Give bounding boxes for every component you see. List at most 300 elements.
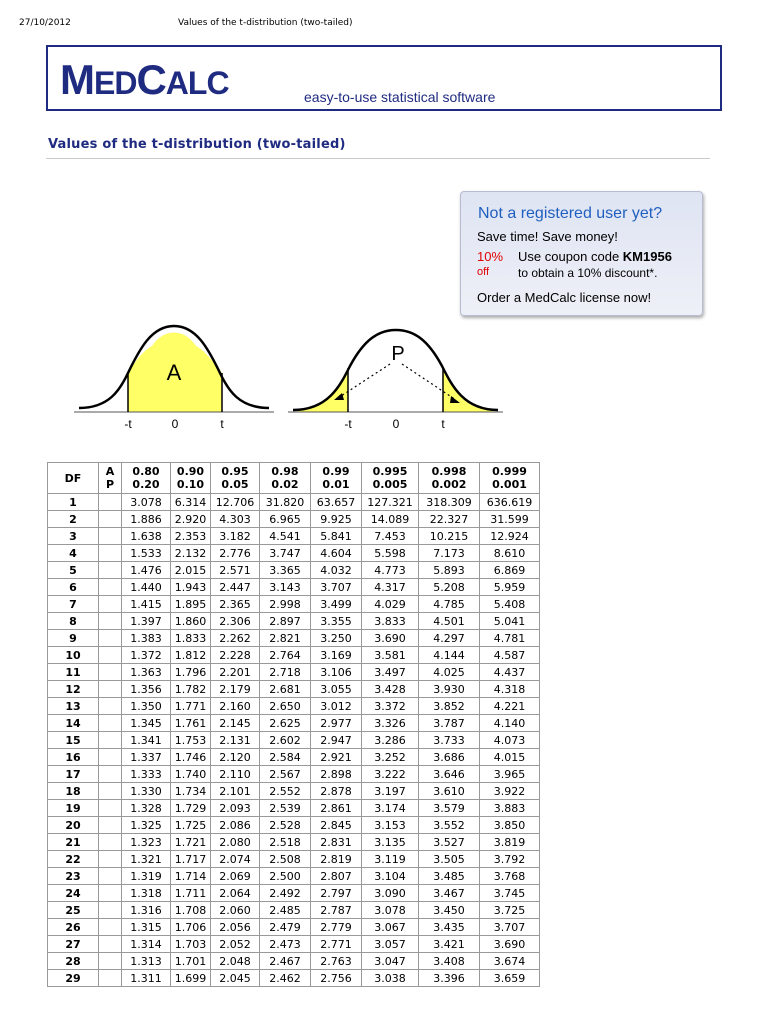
value-cell: 2.571	[211, 562, 260, 579]
value-cell: 3.674	[480, 953, 540, 970]
value-cell: 3.659	[480, 970, 540, 987]
value-cell: 2.015	[171, 562, 211, 579]
promo-box[interactable]	[460, 191, 703, 316]
value-cell: 1.943	[171, 579, 211, 596]
value-cell: 3.833	[362, 613, 419, 630]
ap-cell	[99, 817, 122, 834]
value-cell: 3.055	[311, 681, 362, 698]
value-cell: 1.711	[171, 885, 211, 902]
value-cell: 1.383	[122, 630, 171, 647]
value-cell: 2.567	[260, 766, 311, 783]
ap-cell	[99, 545, 122, 562]
value-cell: 3.408	[419, 953, 480, 970]
value-cell: 5.893	[419, 562, 480, 579]
value-cell: 2.776	[211, 545, 260, 562]
table-row	[48, 732, 540, 749]
table-row	[48, 562, 540, 579]
col-a: 0.98	[271, 465, 299, 478]
value-cell: 1.699	[171, 970, 211, 987]
ap-cell	[99, 732, 122, 749]
value-cell: 3.527	[419, 834, 480, 851]
df-cell: 9	[48, 630, 99, 647]
table-row	[48, 766, 540, 783]
value-cell: 3.428	[362, 681, 419, 698]
divider	[46, 158, 710, 159]
value-cell: 2.508	[260, 851, 311, 868]
value-cell: 2.518	[260, 834, 311, 851]
value-cell: 2.998	[260, 596, 311, 613]
df-cell: 8	[48, 613, 99, 630]
value-cell: 3.421	[419, 936, 480, 953]
value-cell: 1.319	[122, 868, 171, 885]
table-row	[48, 970, 540, 987]
value-cell: 1.714	[171, 868, 211, 885]
value-cell: 1.397	[122, 613, 171, 630]
value-cell: 3.852	[419, 698, 480, 715]
value-cell: 4.587	[480, 647, 540, 664]
ap-cell	[99, 511, 122, 528]
value-cell: 1.356	[122, 681, 171, 698]
ap-cell	[99, 528, 122, 545]
header-col	[122, 463, 171, 494]
table-row	[48, 613, 540, 630]
value-cell: 2.048	[211, 953, 260, 970]
value-cell: 2.131	[211, 732, 260, 749]
table-row	[48, 698, 540, 715]
col-a: 0.80	[132, 465, 160, 478]
value-cell: 3.143	[260, 579, 311, 596]
df-cell: 19	[48, 800, 99, 817]
value-cell: 3.057	[362, 936, 419, 953]
value-cell: 3.581	[362, 647, 419, 664]
value-cell: 3.747	[260, 545, 311, 562]
df-cell: 25	[48, 902, 99, 919]
value-cell: 2.060	[211, 902, 260, 919]
medcalc-logo[interactable]	[60, 55, 229, 108]
central-area-diagram	[74, 318, 274, 433]
value-cell: 5.208	[419, 579, 480, 596]
value-cell: 31.599	[480, 511, 540, 528]
table-header-row	[48, 463, 540, 494]
ap-cell	[99, 664, 122, 681]
value-cell: 3.552	[419, 817, 480, 834]
value-cell: 1.895	[171, 596, 211, 613]
value-cell: 3.169	[311, 647, 362, 664]
ap-cell	[99, 936, 122, 953]
col-p: 0.10	[176, 478, 205, 491]
col-a: 0.99	[322, 465, 350, 478]
value-cell: 3.792	[480, 851, 540, 868]
value-cell: 2.045	[211, 970, 260, 987]
value-cell: 3.135	[362, 834, 419, 851]
promo-order-link[interactable]: Order a MedCalc license now!	[477, 290, 652, 305]
value-cell: 2.779	[311, 919, 362, 936]
value-cell: 3.745	[480, 885, 540, 902]
value-cell: 2.898	[311, 766, 362, 783]
value-cell: 3.497	[362, 664, 419, 681]
header-col	[362, 463, 419, 494]
df-cell: 22	[48, 851, 99, 868]
value-cell: 4.541	[260, 528, 311, 545]
value-cell: 2.625	[260, 715, 311, 732]
value-cell: 1.350	[122, 698, 171, 715]
logo-part: M	[60, 56, 94, 103]
col-p: 0.001	[492, 478, 527, 491]
value-cell: 1.313	[122, 953, 171, 970]
col-p: 0.05	[221, 478, 249, 491]
header-a: A	[105, 465, 115, 478]
value-cell: 1.316	[122, 902, 171, 919]
value-cell: 1.796	[171, 664, 211, 681]
promo-coupon	[518, 249, 672, 264]
df-cell: 28	[48, 953, 99, 970]
value-cell: 5.408	[480, 596, 540, 613]
value-cell: 2.807	[311, 868, 362, 885]
value-cell: 2.086	[211, 817, 260, 834]
value-cell: 2.120	[211, 749, 260, 766]
col-a: 0.999	[492, 465, 527, 478]
value-cell: 3.690	[480, 936, 540, 953]
area-label: A	[166, 360, 182, 385]
value-cell: 1.328	[122, 800, 171, 817]
value-cell: 2.052	[211, 936, 260, 953]
table-row	[48, 953, 540, 970]
header-p: P	[105, 478, 115, 491]
value-cell: 2.921	[311, 749, 362, 766]
value-cell: 2.101	[211, 783, 260, 800]
value-cell: 3.222	[362, 766, 419, 783]
table-row	[48, 579, 540, 596]
value-cell: 2.093	[211, 800, 260, 817]
table-row	[48, 783, 540, 800]
value-cell: 2.763	[311, 953, 362, 970]
header-col	[260, 463, 311, 494]
value-cell: 3.047	[362, 953, 419, 970]
value-cell: 4.297	[419, 630, 480, 647]
value-cell: 2.602	[260, 732, 311, 749]
value-cell: 3.499	[311, 596, 362, 613]
print-title: Values of the t-distribution (two-tailed)	[178, 18, 353, 28]
value-cell: 3.646	[419, 766, 480, 783]
tick-label: t	[220, 417, 224, 431]
header-col	[211, 463, 260, 494]
value-cell: 1.321	[122, 851, 171, 868]
ap-cell	[99, 919, 122, 936]
value-cell: 2.306	[211, 613, 260, 630]
ap-cell	[99, 494, 122, 511]
value-cell: 4.140	[480, 715, 540, 732]
value-cell: 2.228	[211, 647, 260, 664]
value-cell: 4.604	[311, 545, 362, 562]
value-cell: 4.025	[419, 664, 480, 681]
value-cell: 6.314	[171, 494, 211, 511]
value-cell: 12.706	[211, 494, 260, 511]
value-cell: 2.650	[260, 698, 311, 715]
value-cell: 4.773	[362, 562, 419, 579]
ap-cell	[99, 766, 122, 783]
col-p: 0.02	[271, 478, 299, 491]
col-a: 0.998	[431, 465, 467, 478]
value-cell: 1.812	[171, 647, 211, 664]
value-cell: 2.467	[260, 953, 311, 970]
value-cell: 3.078	[122, 494, 171, 511]
df-cell: 10	[48, 647, 99, 664]
value-cell: 3.690	[362, 630, 419, 647]
coupon-code: KM1956	[622, 249, 672, 264]
ap-cell	[99, 715, 122, 732]
print-header	[0, 14, 768, 30]
value-cell: 3.725	[480, 902, 540, 919]
value-cell: 5.041	[480, 613, 540, 630]
df-cell: 13	[48, 698, 99, 715]
value-cell: 2.064	[211, 885, 260, 902]
value-cell: 2.681	[260, 681, 311, 698]
value-cell: 2.797	[311, 885, 362, 902]
value-cell: 3.252	[362, 749, 419, 766]
header-ap	[99, 463, 122, 494]
value-cell: 2.160	[211, 698, 260, 715]
df-cell: 21	[48, 834, 99, 851]
value-cell: 1.753	[171, 732, 211, 749]
density-curve	[293, 330, 498, 410]
df-cell: 18	[48, 783, 99, 800]
value-cell: 2.764	[260, 647, 311, 664]
table-row	[48, 885, 540, 902]
value-cell: 3.197	[362, 783, 419, 800]
df-cell: 5	[48, 562, 99, 579]
promo-heading[interactable]: Not a registered user yet?	[478, 205, 663, 222]
value-cell: 4.785	[419, 596, 480, 613]
promo-line: Save time! Save money!	[477, 229, 618, 244]
left-tail-area	[298, 368, 348, 412]
value-cell: 5.598	[362, 545, 419, 562]
value-cell: 3.485	[419, 868, 480, 885]
value-cell: 1.345	[122, 715, 171, 732]
table-row	[48, 715, 540, 732]
value-cell: 3.965	[480, 766, 540, 783]
value-cell: 1.833	[171, 630, 211, 647]
tick-label: 0	[392, 417, 400, 431]
table-row	[48, 528, 540, 545]
value-cell: 2.920	[171, 511, 211, 528]
value-cell: 2.552	[260, 783, 311, 800]
value-cell: 1.318	[122, 885, 171, 902]
df-cell: 15	[48, 732, 99, 749]
value-cell: 2.201	[211, 664, 260, 681]
df-cell: 7	[48, 596, 99, 613]
value-cell: 6.869	[480, 562, 540, 579]
value-cell: 31.820	[260, 494, 311, 511]
value-cell: 8.610	[480, 545, 540, 562]
value-cell: 1.703	[171, 936, 211, 953]
value-cell: 1.638	[122, 528, 171, 545]
value-cell: 4.781	[480, 630, 540, 647]
value-cell: 3.365	[260, 562, 311, 579]
value-cell: 4.015	[480, 749, 540, 766]
value-cell: 3.396	[419, 970, 480, 987]
ap-cell	[99, 749, 122, 766]
col-p: 0.005	[372, 478, 408, 491]
value-cell: 2.718	[260, 664, 311, 681]
value-cell: 2.492	[260, 885, 311, 902]
t-distribution-table	[47, 462, 540, 987]
value-cell: 3.355	[311, 613, 362, 630]
ap-cell	[99, 953, 122, 970]
value-cell: 1.729	[171, 800, 211, 817]
value-cell: 3.922	[480, 783, 540, 800]
value-cell: 1.708	[171, 902, 211, 919]
value-cell: 3.787	[419, 715, 480, 732]
value-cell: 2.821	[260, 630, 311, 647]
df-cell: 3	[48, 528, 99, 545]
df-cell: 2	[48, 511, 99, 528]
value-cell: 2.845	[311, 817, 362, 834]
value-cell: 127.321	[362, 494, 419, 511]
value-cell: 3.174	[362, 800, 419, 817]
value-cell: 2.145	[211, 715, 260, 732]
value-cell: 7.453	[362, 528, 419, 545]
value-cell: 1.761	[171, 715, 211, 732]
table-row	[48, 800, 540, 817]
table-row	[48, 494, 540, 511]
tick-label: -t	[344, 417, 352, 431]
value-cell: 3.733	[419, 732, 480, 749]
value-cell: 2.462	[260, 970, 311, 987]
value-cell: 1.721	[171, 834, 211, 851]
col-a: 0.995	[372, 465, 408, 478]
table-row	[48, 868, 540, 885]
table-row	[48, 834, 540, 851]
value-cell: 1.323	[122, 834, 171, 851]
value-cell: 14.089	[362, 511, 419, 528]
value-cell: 3.326	[362, 715, 419, 732]
value-cell: 3.182	[211, 528, 260, 545]
df-cell: 6	[48, 579, 99, 596]
df-cell: 20	[48, 817, 99, 834]
header-col	[311, 463, 362, 494]
value-cell: 5.841	[311, 528, 362, 545]
value-cell: 2.819	[311, 851, 362, 868]
value-cell: 1.734	[171, 783, 211, 800]
table-row	[48, 936, 540, 953]
value-cell: 1.325	[122, 817, 171, 834]
value-cell: 2.447	[211, 579, 260, 596]
value-cell: 3.435	[419, 919, 480, 936]
value-cell: 1.415	[122, 596, 171, 613]
logo-part: ED	[94, 65, 137, 101]
ap-cell	[99, 613, 122, 630]
value-cell: 4.501	[419, 613, 480, 630]
value-cell: 2.947	[311, 732, 362, 749]
value-cell: 3.372	[362, 698, 419, 715]
table-row	[48, 647, 540, 664]
value-cell: 1.771	[171, 698, 211, 715]
ap-cell	[99, 902, 122, 919]
value-cell: 9.925	[311, 511, 362, 528]
value-cell: 2.069	[211, 868, 260, 885]
value-cell: 3.106	[311, 664, 362, 681]
value-cell: 4.317	[362, 579, 419, 596]
df-cell: 24	[48, 885, 99, 902]
col-p: 0.002	[431, 478, 467, 491]
value-cell: 1.740	[171, 766, 211, 783]
tick-label: t	[441, 417, 445, 431]
header-col	[480, 463, 540, 494]
value-cell: 4.073	[480, 732, 540, 749]
value-cell: 2.074	[211, 851, 260, 868]
value-cell: 3.850	[480, 817, 540, 834]
value-cell: 2.528	[260, 817, 311, 834]
value-cell: 1.337	[122, 749, 171, 766]
promo-line: to obtain a 10% discount*.	[518, 266, 658, 280]
table-row	[48, 919, 540, 936]
value-cell: 1.476	[122, 562, 171, 579]
ap-cell	[99, 851, 122, 868]
ap-cell	[99, 970, 122, 987]
table-body	[48, 494, 540, 987]
value-cell: 5.959	[480, 579, 540, 596]
value-cell: 4.303	[211, 511, 260, 528]
table-row	[48, 630, 540, 647]
value-cell: 1.363	[122, 664, 171, 681]
value-cell: 1.886	[122, 511, 171, 528]
promo-percent: 10%	[477, 249, 504, 264]
value-cell: 1.725	[171, 817, 211, 834]
value-cell: 3.505	[419, 851, 480, 868]
value-cell: 3.153	[362, 817, 419, 834]
value-cell: 1.341	[122, 732, 171, 749]
value-cell: 2.771	[311, 936, 362, 953]
col-p: 0.20	[132, 478, 160, 491]
table-row	[48, 596, 540, 613]
value-cell: 2.473	[260, 936, 311, 953]
value-cell: 1.746	[171, 749, 211, 766]
tail-area-diagram	[288, 318, 503, 433]
value-cell: 2.365	[211, 596, 260, 613]
value-cell: 4.221	[480, 698, 540, 715]
value-cell: 3.090	[362, 885, 419, 902]
value-cell: 2.500	[260, 868, 311, 885]
value-cell: 63.657	[311, 494, 362, 511]
right-tail-area	[443, 368, 493, 412]
value-cell: 2.110	[211, 766, 260, 783]
col-p: 0.01	[322, 478, 350, 491]
table-row	[48, 851, 540, 868]
value-cell: 6.965	[260, 511, 311, 528]
table-row	[48, 511, 540, 528]
df-cell: 17	[48, 766, 99, 783]
value-cell: 2.539	[260, 800, 311, 817]
value-cell: 22.327	[419, 511, 480, 528]
table-row	[48, 902, 540, 919]
table-row	[48, 664, 540, 681]
ap-cell	[99, 868, 122, 885]
ap-cell	[99, 562, 122, 579]
ap-cell	[99, 885, 122, 902]
value-cell: 2.831	[311, 834, 362, 851]
ap-cell	[99, 834, 122, 851]
logo-part: C	[136, 56, 166, 103]
value-cell: 2.056	[211, 919, 260, 936]
value-cell: 2.485	[260, 902, 311, 919]
value-cell: 1.330	[122, 783, 171, 800]
value-cell: 2.897	[260, 613, 311, 630]
value-cell: 4.437	[480, 664, 540, 681]
df-cell: 1	[48, 494, 99, 511]
value-cell: 1.333	[122, 766, 171, 783]
value-cell: 2.479	[260, 919, 311, 936]
value-cell: 3.038	[362, 970, 419, 987]
